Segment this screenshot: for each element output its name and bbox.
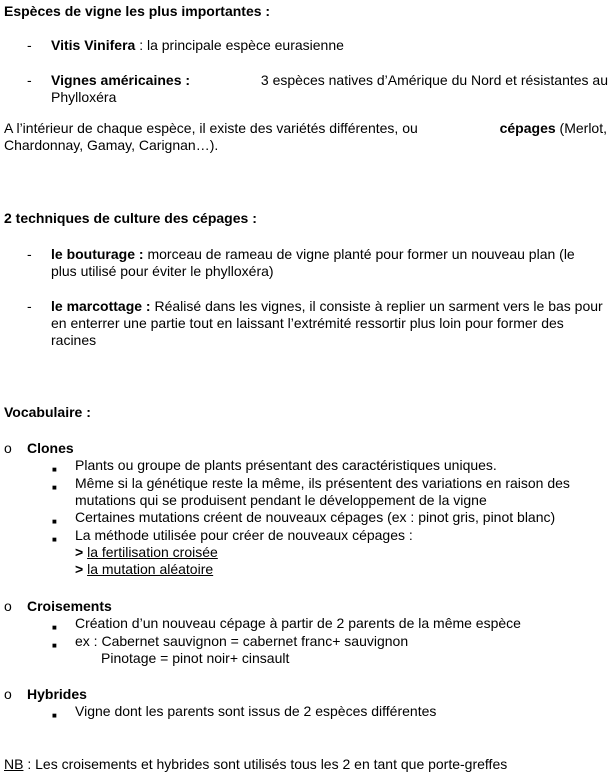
square-bullet: ■ [52, 483, 57, 492]
dash-bullet: - [27, 246, 32, 262]
dash-bullet: - [27, 298, 32, 314]
circle-bullet: o [4, 440, 12, 456]
dash-bullet: - [27, 72, 32, 88]
list-item-bouturage: le bouturage : morceau de rameau de vigne planté pour former un nouveau plan (le plus utilisé pour éviter le phylloxéra) [51, 246, 575, 279]
section-heading-especes: Espèces de vigne les plus importantes : [4, 3, 271, 19]
nb-note: NB : Les croisements et hybrides sont utilisés tous les 2 en tant que porte-greffes [4, 756, 508, 772]
list-item-vitis-vinifera: Vitis Vinifera : la principale espèce eurasienne [51, 37, 344, 53]
square-bullet: ■ [52, 641, 57, 650]
clones-item: Certaines mutations créent de nouveaux cépages (ex : pinot gris, pinot blanc) [75, 509, 556, 525]
method-fertilisation: > la fertilisation croisée [75, 544, 218, 560]
circle-bullet: o [4, 598, 12, 614]
vocab-title-croisements: Croisements [27, 598, 112, 614]
list-item-vignes-americaines: Vignes américaines : 3 espèces natives d’Amérique du Nord et résistantes au Phylloxéra [51, 72, 608, 105]
section-heading-vocabulaire: Vocabulaire : [4, 404, 91, 420]
section-heading-techniques: 2 techniques de culture des cépages : [4, 210, 257, 226]
square-bullet: ■ [52, 711, 57, 720]
square-bullet: ■ [52, 623, 57, 632]
method-mutation: > la mutation aléatoire [75, 561, 214, 577]
square-bullet: ■ [52, 465, 57, 474]
vocab-title-clones: Clones [27, 440, 74, 456]
square-bullet: ■ [52, 517, 57, 526]
hybrides-item: Vigne dont les parents sont issus de 2 espèces différentes [75, 703, 437, 719]
clones-item: Même si la génétique reste la même, ils présentent des variations en raison des mutations qui se produisent pendant le développement de la vigne [75, 475, 570, 508]
croisements-item: ex : Cabernet sauvignon = cabernet franc+ sauvignon Pinotage = pinot noir+ cinsault [75, 633, 409, 666]
list-item-marcottage: le marcottage : Réalisé dans les vignes, il consiste à replier un sarment vers le bas pour en enterrer une partie tout en laissant l’extrémité ressortir plus loin pour former des racines [51, 298, 603, 348]
circle-bullet: o [4, 686, 12, 702]
vocab-title-hybrides: Hybrides [27, 686, 87, 702]
paragraph-cepages: A l’intérieur de chaque espèce, il existe des variétés différentes, ou cépages (Merlot, Chardonnay, Gamay, Carignan…). [4, 120, 607, 153]
square-bullet: ■ [52, 535, 57, 544]
dash-bullet: - [27, 37, 32, 53]
clones-item: La méthode utilisée pour créer de nouveaux cépages : > la fertilisation croisée > la mutation aléatoire [75, 527, 413, 577]
croisements-item: Création d’un nouveau cépage à partir de 2 parents de la même espèce [75, 615, 521, 631]
clones-item: Plants ou groupe de plants présentant des caractéristiques uniques. [75, 457, 497, 473]
